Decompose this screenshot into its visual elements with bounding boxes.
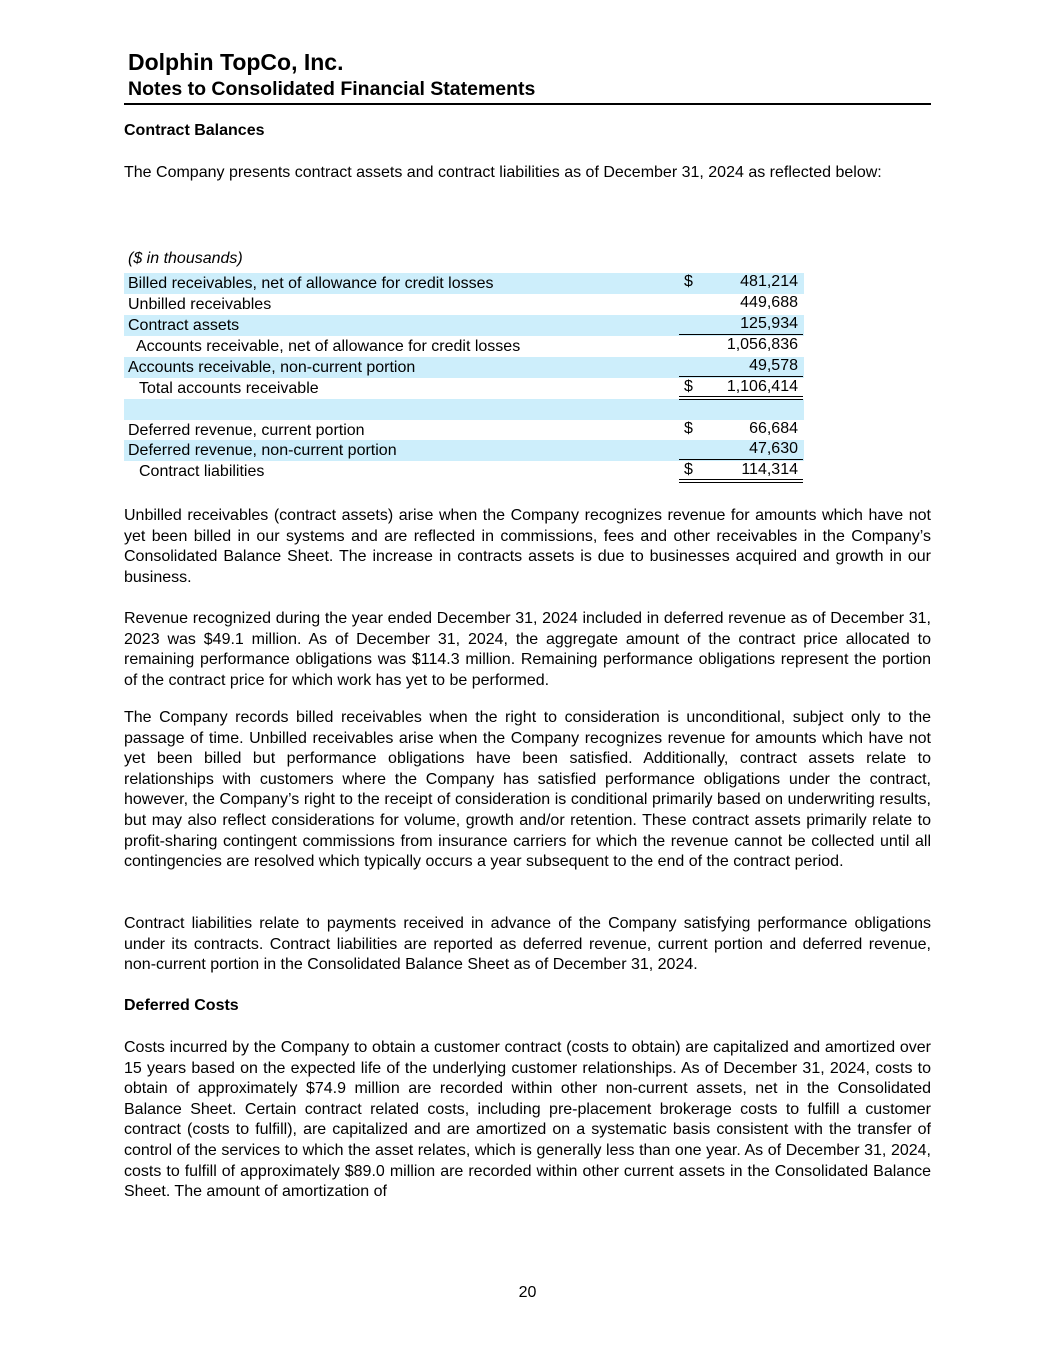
- table-row: [124, 315, 804, 336]
- document-subtitle: Notes to Consolidated Financial Statements: [128, 78, 536, 100]
- table-row: [124, 336, 804, 357]
- total-double-rule-bottom: [679, 399, 803, 400]
- row-amount: 1,106,414: [726, 378, 798, 395]
- header-rule: [124, 103, 931, 105]
- row-dollar: $: [684, 461, 693, 478]
- contract-balances-heading: Contract Balances: [124, 122, 265, 139]
- row-amount: 125,934: [740, 315, 798, 332]
- row-amount: 47,630: [749, 440, 798, 457]
- row-amount: 49,578: [749, 357, 798, 374]
- row-dollar: $: [684, 420, 693, 437]
- paragraph-unbilled-receivables: Unbilled receivables (contract assets) arise when the Company recognizes revenue for amounts which have not yet been billed in our systems and are reflected in commissions, fees and other receivables in the Company’s Consolidated Balance Sheet. The increase in contracts assets is due to businesses acquired and growth in our business.: [124, 507, 931, 586]
- company-name: Dolphin TopCo, Inc.: [128, 49, 344, 75]
- row-amount: 66,684: [749, 420, 798, 437]
- row-label: Contract assets: [128, 317, 240, 334]
- paragraph-billed-receivables: The Company records billed receivables when the right to consideration is unconditional, subject only to the passage of time. Unbilled receivables arise when the Company recognizes revenue for amounts which have not yet been billed but performance obligations have been satisfied. Additionally, contract assets relate to relationships with customers where the Company has satisfied performance obligations under the contract, however, the Company’s right to the receipt of consideration is conditional primarily based on underwriting results, but may also reflect considerations for volume, growth and/or retention. These contract assets primarily relate to profit-sharing contingent commissions from insurance carriers for which the revenue cannot be collected until all contingencies are resolved which typically occurs a year subsequent to the end of the contract period.: [124, 709, 931, 871]
- paragraph-revenue-recognized: Revenue recognized during the year ended December 31, 2024 included in deferred revenue as of December 31, 2023 was $49.1 million. As of December 31, 2024, the aggregate amount of the contract price allocated to remaining performance obligations was $114.3 million. Remaining performance obligations represent the portion of the contract price for which work has yet to be performed.: [124, 610, 931, 689]
- deferred-costs-heading: Deferred Costs: [124, 997, 239, 1014]
- row-amount: 481,214: [740, 273, 798, 290]
- subtotal-rule: [679, 376, 803, 377]
- table-row: [124, 273, 804, 294]
- table-row: [124, 420, 804, 441]
- row-amount: 449,688: [740, 294, 798, 311]
- contract-balances-intro: The Company presents contract assets and contract liabilities as of December 31, 2024 as reflected below:: [124, 164, 882, 181]
- subtotal-rule: [679, 334, 803, 335]
- row-label: Deferred revenue, current portion: [128, 422, 365, 439]
- table-row: [124, 399, 804, 420]
- row-dollar: $: [684, 378, 693, 395]
- paragraph-contract-liabilities: Contract liabilities relate to payments received in advance of the Company satisfying performance obligations under its contracts. Contract liabilities are reported as deferred revenue, current portion and deferred revenue, non-current portion in the Consolidated Balance Sheet as of December 31, 2024.: [124, 915, 931, 974]
- row-label: Accounts receivable, non-current portion: [128, 359, 416, 376]
- paragraph-deferred-costs: Costs incurred by the Company to obtain a customer contract (costs to obtain) are capitalized and amortized over 15 years based on the expected life of the underlying customer relationships. As of December 31, 2024, costs to obtain of approximately $74.9 million are recorded within other non-current assets, net in the Consolidated Balance Sheet. Certain contract related costs, including pre-placement brokerage costs to fulfill a customer contract (costs to fulfill), are capitalized and are amortized on a systematic basis consistent with the transfer of control of the services to which the asset relates, which is generally less than one year. As of December 31, 2024, costs to fulfill of approximately $89.0 million are recorded within other current assets in the Consolidated Balance Sheet. The amount of amortization of: [124, 1039, 931, 1201]
- subtotal-rule: [679, 459, 803, 460]
- row-amount: 1,056,836: [726, 336, 798, 353]
- table-row: [124, 357, 804, 378]
- row-dollar: $: [684, 273, 693, 290]
- table-row: [124, 294, 804, 315]
- table-units: ($ in thousands): [128, 250, 243, 267]
- total-double-rule-top: [679, 479, 803, 480]
- page-header: [128, 48, 931, 102]
- page-number: 20: [518, 1284, 537, 1301]
- row-label: Accounts receivable, net of allowance for credit losses: [136, 338, 521, 355]
- row-label: Billed receivables, net of allowance for credit losses: [128, 275, 494, 292]
- row-label: Total accounts receivable: [139, 380, 319, 397]
- table-row: [124, 440, 804, 461]
- row-label: Contract liabilities: [139, 463, 265, 480]
- row-amount: 114,314: [741, 461, 798, 478]
- row-label: Unbilled receivables: [128, 296, 272, 313]
- total-double-rule-top: [679, 396, 803, 397]
- row-label: Deferred revenue, non-current portion: [128, 442, 397, 459]
- total-double-rule-bottom: [679, 482, 803, 483]
